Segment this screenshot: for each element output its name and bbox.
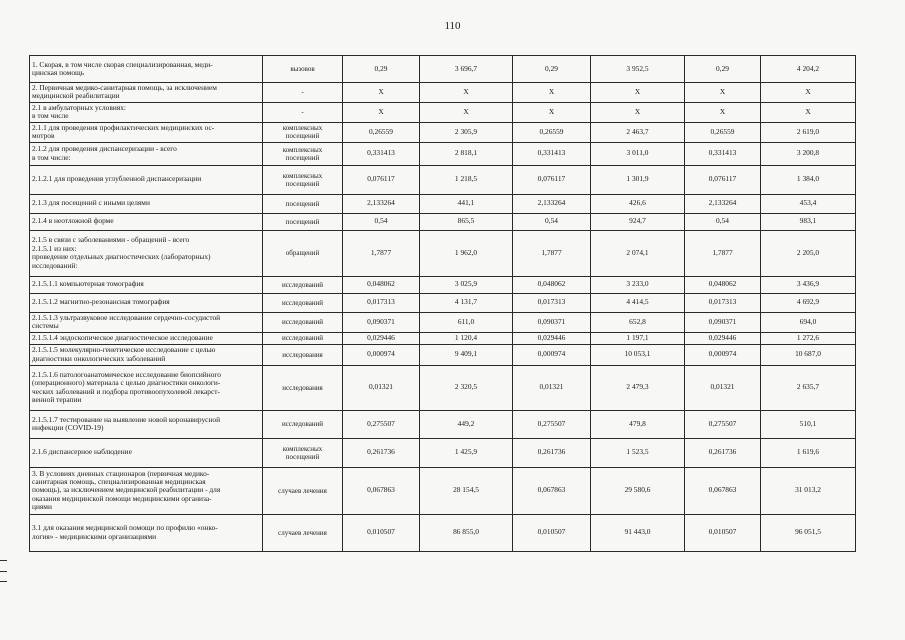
row-name [30,83,263,103]
row-unit [263,56,343,83]
table-row [30,83,856,103]
row-value: 1 301,9 [591,165,685,194]
row-value: X [685,102,761,122]
row-unit [263,194,343,213]
row-name-line: 2.1.4 в неотложной форме [32,216,114,226]
row-unit-line: исследования [282,350,323,359]
row-value: 0,048062 [685,276,761,293]
row-unit-line: посещений [285,132,320,141]
row-value: 2 205,0 [761,230,856,276]
row-name [30,332,263,344]
row-value: 1 425,9 [420,438,513,467]
row-value: 0,01321 [685,365,761,410]
row-name-line: 2.1.5 в связи с заболеваниями - обращений - всего [32,235,190,245]
row-name-line: 3.1 для оказания медицинской помощи по профилю «онко- [32,523,218,533]
table-row [30,230,856,276]
row-value: 0,090371 [343,312,420,332]
row-name-line: 2.1.5.1.2 магнитно-резонансная томография [32,297,170,307]
row-unit [263,410,343,438]
row-value: 0,54 [685,213,761,230]
row-name-line: 2.1.2.1 для проведения углубленной диспансеризации [32,174,202,184]
row-value: 441,1 [420,194,513,213]
row-unit-line: посещений [285,179,320,188]
row-value: 1,7877 [513,230,591,276]
row-value: 0,048062 [513,276,591,293]
row-unit-line: исследований [281,334,324,343]
row-value: X [761,83,856,103]
row-value: 2,133264 [685,194,761,213]
row-value: 694,0 [761,312,856,332]
row-name [30,122,263,142]
row-value: 652,8 [591,312,685,332]
row-value: 31 013,2 [761,467,856,514]
row-value: 1 218,5 [420,165,513,194]
row-value: 611,0 [420,312,513,332]
row-value: 3 233,0 [591,276,685,293]
row-value: 1 272,6 [761,332,856,344]
row-value: 28 154,5 [420,467,513,514]
row-unit [263,165,343,194]
row-value: X [513,102,591,122]
row-value: 0,331413 [685,142,761,165]
row-value: 2 635,7 [761,365,856,410]
row-value: X [591,83,685,103]
row-value: 0,010507 [513,514,591,551]
row-value: 9 409,1 [420,344,513,365]
row-value: 2 320,5 [420,365,513,410]
row-name-line: венной терапии [32,395,82,405]
table-row [30,312,856,332]
table-row [30,56,856,83]
row-unit [263,122,343,142]
row-name-line: оказания медицинской помощи медицинскими организа- [32,493,212,503]
table-row [30,165,856,194]
row-value: 0,076117 [343,165,420,194]
margin-mark [0,571,7,572]
row-value: 2 305,9 [420,122,513,142]
row-value: 0,275507 [343,410,420,438]
row-unit-line: комплексных [282,444,323,453]
table-row [30,194,856,213]
row-unit-line: комплексных [282,145,323,154]
row-name-line: 1. Скорая, в том числе скорая специализированная, меди- [32,59,213,69]
row-value: 0,26559 [343,122,420,142]
row-name [30,467,263,514]
row-value: 3 011,0 [591,142,685,165]
row-unit-line: исследования [282,383,323,392]
table-row [30,467,856,514]
row-value: 0,331413 [343,142,420,165]
row-value: X [343,83,420,103]
table-row [30,344,856,365]
row-unit-line: - [301,108,304,117]
row-name-line: диагностики онкологических заболеваний [32,353,166,363]
margin-mark [0,581,7,582]
row-value: 2 619,0 [761,122,856,142]
row-unit-line: вызовов [290,65,315,73]
row-unit-line: - [301,88,304,97]
row-name-line: 2.1.5.1 из них: [32,243,77,253]
row-unit-line: обращений [285,249,320,258]
row-value: 0,29 [513,56,591,83]
row-name-line: в том числе [32,111,69,121]
row-value: 4 131,7 [420,293,513,312]
row-value: 0,29 [343,56,420,83]
row-name-line: 2.1.5.1.6 патологоанатомическое исследование биопсийного [32,369,221,379]
row-value: X [761,102,856,122]
row-unit-line: исследований [281,420,324,429]
row-value: 0,275507 [685,410,761,438]
row-value: X [343,102,420,122]
row-value: 983,1 [761,213,856,230]
table-row [30,122,856,142]
table-row [30,365,856,410]
row-value: 1 523,5 [591,438,685,467]
row-name-line: 2.1.2 для проведения диспансеризации - всего [32,144,177,154]
table-row [30,438,856,467]
table-row [30,332,856,344]
row-unit [263,467,343,514]
row-name-line: логия» - медицинскими организациями [32,531,157,541]
row-value: 0,261736 [513,438,591,467]
row-value: 0,261736 [685,438,761,467]
row-unit [263,230,343,276]
row-value: 479,8 [591,410,685,438]
row-value: 0,010507 [685,514,761,551]
row-unit-line: исследований [281,298,324,307]
row-name-line: циями [32,502,52,512]
row-unit [263,312,343,332]
row-name [30,213,263,230]
row-value: 2,133264 [343,194,420,213]
row-value: 510,1 [761,410,856,438]
row-name [30,276,263,293]
row-name-line: 2. Первичная медико-санитарная помощь, за исключением [32,83,217,92]
row-name [30,142,263,165]
row-unit-line: исследований [281,280,324,289]
row-unit [263,514,343,551]
row-name [30,293,263,312]
row-value: 449,2 [420,410,513,438]
row-value: 0,076117 [513,165,591,194]
row-value: 0,048062 [343,276,420,293]
row-name-line: мотров [32,131,55,141]
row-value: 0,000974 [513,344,591,365]
row-name [30,194,263,213]
row-value: 1 197,1 [591,332,685,344]
row-value: 0,54 [343,213,420,230]
row-value: 0,029446 [343,332,420,344]
row-name-line: 3. В условиях дневных стационаров (первичная медико- [32,468,210,478]
row-value: 0,017313 [343,293,420,312]
row-name [30,410,263,438]
row-value: 2,133264 [513,194,591,213]
row-name [30,344,263,365]
row-value: 0,000974 [343,344,420,365]
row-value: 0,29 [685,56,761,83]
row-unit [263,213,343,230]
row-name-line: системы [32,321,59,331]
table-row [30,276,856,293]
row-name [30,514,263,551]
row-name-line: 2.1.5.1.4 эндоскопическое диагностическое исследование [32,332,213,342]
row-value: 1 384,0 [761,165,856,194]
row-value: 426,6 [591,194,685,213]
row-name-line: инфекции (COVID-19) [32,423,104,433]
row-unit [263,102,343,122]
row-value: 3 696,7 [420,56,513,83]
row-value: 4 204,2 [761,56,856,83]
row-unit-line: посещений [285,153,320,162]
row-unit [263,344,343,365]
row-name-line: 2.1.5.1.3 ультразвуковое исследование сердечно-сосудистой [32,312,221,322]
row-unit-line: комплексных [282,124,323,133]
row-unit [263,142,343,165]
row-name-line: 2.1.6 диспансерное наблюдение [32,447,132,457]
row-value: 0,010507 [343,514,420,551]
row-value: 0,331413 [513,142,591,165]
row-name-line: медицинской реабилитации [32,91,120,101]
row-name-line: в том числе: [32,152,71,162]
row-value: 10 053,1 [591,344,685,365]
row-value: 0,54 [513,213,591,230]
row-name [30,102,263,122]
row-value: 0,029446 [513,332,591,344]
row-value: 865,5 [420,213,513,230]
row-value: 0,275507 [513,410,591,438]
row-unit-line: исследований [281,318,324,327]
row-value: 0,017313 [685,293,761,312]
row-value: 453,4 [761,194,856,213]
row-value: 0,26559 [513,122,591,142]
row-value: 3 025,9 [420,276,513,293]
row-value: 3 436,9 [761,276,856,293]
row-name-line: ческих заболеваний и подбора противоопухолевой лекарст- [32,386,220,396]
row-value: 1 962,0 [420,230,513,276]
row-unit [263,438,343,467]
table-row [30,102,856,122]
row-unit-line: посещений [285,452,320,461]
row-name-line: 2.1.5.1.1 компьютерная томография [32,279,144,289]
row-value: 2 479,3 [591,365,685,410]
row-value: 3 200,8 [761,142,856,165]
row-value: 2 074,1 [591,230,685,276]
row-name-line: (операционного) материала с целью диагностики онкологи- [32,378,221,388]
row-name-line: 2.1.3 для посещений с иными целями [32,198,150,208]
row-name-line: 2.1.1 для проведения профилактических медицинских ос- [32,122,215,132]
table-row [30,293,856,312]
row-value: 1 619,6 [761,438,856,467]
row-value: 0,01321 [513,365,591,410]
row-name [30,312,263,332]
row-unit [263,365,343,410]
row-value: X [591,102,685,122]
row-name [30,438,263,467]
row-value: 0,029446 [685,332,761,344]
norms-table [29,55,856,552]
row-value: X [685,83,761,103]
row-name-line: помощь), за исключением медицинской реабилитации - для [32,485,221,495]
row-unit [263,276,343,293]
row-value: 4 692,9 [761,293,856,312]
row-unit [263,293,343,312]
row-value: 1,7877 [343,230,420,276]
row-value: 4 414,5 [591,293,685,312]
row-name [30,365,263,410]
row-unit-line: случаев лечения [278,528,327,537]
row-value: 96 051,5 [761,514,856,551]
row-value: X [420,102,513,122]
row-value: 2 818,1 [420,142,513,165]
row-value: 3 952,5 [591,56,685,83]
row-unit-line: посещений [285,199,320,208]
row-name-line: 2.1.5.1.7 тестирование на выявление новой коронавирусной [32,414,221,424]
row-name-line: санитарная помощь, специализированная медицинская [32,477,206,487]
table-row [30,410,856,438]
row-name-line: проведение отдельных диагностических (лабораторных) [32,252,211,262]
row-value: 29 580,6 [591,467,685,514]
row-unit [263,83,343,103]
row-value: 0,01321 [343,365,420,410]
row-value: 0,067863 [343,467,420,514]
row-unit-line: случаев лечения [278,486,327,495]
row-value: X [513,83,591,103]
row-value: 2 463,7 [591,122,685,142]
table-row [30,142,856,165]
row-unit-line: комплексных [282,171,323,180]
row-value: 0,090371 [685,312,761,332]
row-name-line: 2.1 в амбулаторных условиях: [32,102,126,112]
row-value: 0,076117 [685,165,761,194]
table-row [30,514,856,551]
row-value: 1 120,4 [420,332,513,344]
row-value: 0,067863 [685,467,761,514]
row-value: 0,000974 [685,344,761,365]
page-number: 110 [444,20,461,32]
row-unit-line: посещений [285,217,320,226]
row-value: 0,090371 [513,312,591,332]
row-value: 10 687,0 [761,344,856,365]
row-value: 0,26559 [685,122,761,142]
row-value: 0,017313 [513,293,591,312]
row-value: 924,7 [591,213,685,230]
row-name [30,56,263,83]
row-value: X [420,83,513,103]
row-value: 0,261736 [343,438,420,467]
row-value: 91 443,0 [591,514,685,551]
table-row [30,213,856,230]
row-name [30,165,263,194]
row-value: 0,067863 [513,467,591,514]
row-unit [263,332,343,344]
row-name [30,230,263,276]
row-value: 86 855,0 [420,514,513,551]
margin-mark [0,560,7,561]
row-value: 1,7877 [685,230,761,276]
row-name-line: цинская помощь [32,68,85,77]
row-name-line: 2.1.5.1.5 молекулярно-генетическое исследование с целью [32,345,216,355]
row-name-line: исследований: [32,260,78,270]
